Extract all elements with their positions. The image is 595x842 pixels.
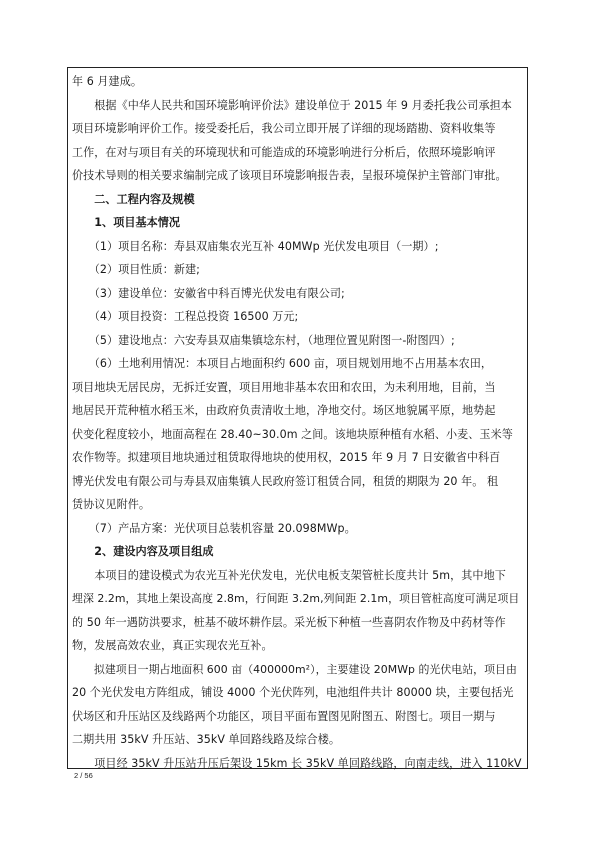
text-line: （6）土地利用情况：本项目占地面积约 600 亩，项目规划用地不占用基本农田， [72, 357, 493, 370]
text-line: 本项目的建设模式为农光互补光伏发电，光伏电板支架管桩长度共计 5m，其中地下 [72, 569, 506, 582]
text-line: 地居民开荒种植水稻玉米，由政府负责清收土地，净地交付。场区地貌属平原，地势起 [72, 404, 496, 417]
text-line: （1）项目名称：寿县双庙集农光互补 40MWp 光伏发电项目（一期）; [72, 240, 439, 253]
text-line: （3）建设单位：安徽省中科百博光伏发电有限公司; [72, 287, 345, 300]
subsection-heading: 1、项目基本情况 [72, 216, 181, 229]
text-line: 项目环境影响评价工作。接受委托后，我公司立即开展了详细的现场踏勘、资料收集等 [72, 122, 496, 135]
text-line: 项目经 35kV 升压站升压后架设 15km 长 35kV 单回路线路，向南走线，进入 110kV [72, 757, 522, 770]
text-line: 年 6 月建成。 [72, 75, 142, 88]
text-line: 拟建项目一期占地面积 600 亩（400000m²），主要建设 20MWp 的光伏电站，项目由 [72, 663, 517, 676]
text-line: 伏场区和升压站区及线路两个功能区，项目平面布置图见附图五、附图七。项目一期与 [72, 710, 496, 723]
text-line: 二期共用 35kV 升压站、35kV 单回路线路及综合楼。 [72, 733, 340, 746]
subsection-heading: 2、建设内容及项目组成 [72, 545, 214, 558]
text-line: 根据《中华人民共和国环境影响评价法》建设单位于 2015 年 9 月委托我公司承担本 [72, 99, 512, 112]
text-line: （5）建设地点：六安寿县双庙集镇埝东村，（地理位置见附图一-附图四）; [72, 334, 455, 347]
text-line: 埋深 2.2m，其地上架设高度 2.8m，行间距 3.2m,列间距 2.1m，项目管桩高度可满足项目 [72, 592, 520, 605]
text-line: 工作，在对与项目有关的环境现状和可能造成的环境影响进行分析后，依照环境影响评 [72, 146, 496, 159]
text-line: （7）产品方案：光伏项目总装机容量 20.098MWp。 [72, 522, 356, 535]
text-line: 价技术导则的相关要求编制完成了该项目环境影响报告表，呈报环境保护主管部门审批。 [72, 169, 507, 182]
text-line: 20 个光伏发电方阵组成，铺设 4000 个光伏阵列，电池组件共计 80000 块，主要包括光 [72, 686, 514, 699]
page-number: 2 / 56 [74, 771, 93, 780]
text-line: 伏变化程度较小，地面高程在 28.40~30.0m 之间。该地块原种植有水稻、小麦、玉米等 [72, 428, 513, 441]
text-line: 物，发展高效农业，真正实现农光互补。 [72, 639, 273, 652]
text-line: 博光伏发电有限公司与寿县双庙集镇人民政府签订租赁合同，租赁的期限为 20 年。 租 [72, 475, 499, 488]
section-heading: 二、工程内容及规模 [72, 193, 195, 206]
text-line: 赁协议见附件。 [72, 498, 151, 511]
text-line: （2）项目性质：新建; [72, 263, 200, 276]
text-line: 项目地块无居民房，无拆迁安置，项目用地非基本农田和农田，为未利用地，目前，当 [72, 381, 496, 394]
text-line: （4）项目投资：工程总投资 16500 万元; [72, 310, 299, 323]
text-line: 农作物等。拟建项目地块通过租赁取得地块的使用权，2015 年 9 月 7 日安徽省中科百 [72, 451, 501, 464]
text-line: 的 50 年一遇防洪要求，桩基不破坏耕作层。采光板下种植一些喜阴农作物及中药材等作 [72, 616, 506, 629]
